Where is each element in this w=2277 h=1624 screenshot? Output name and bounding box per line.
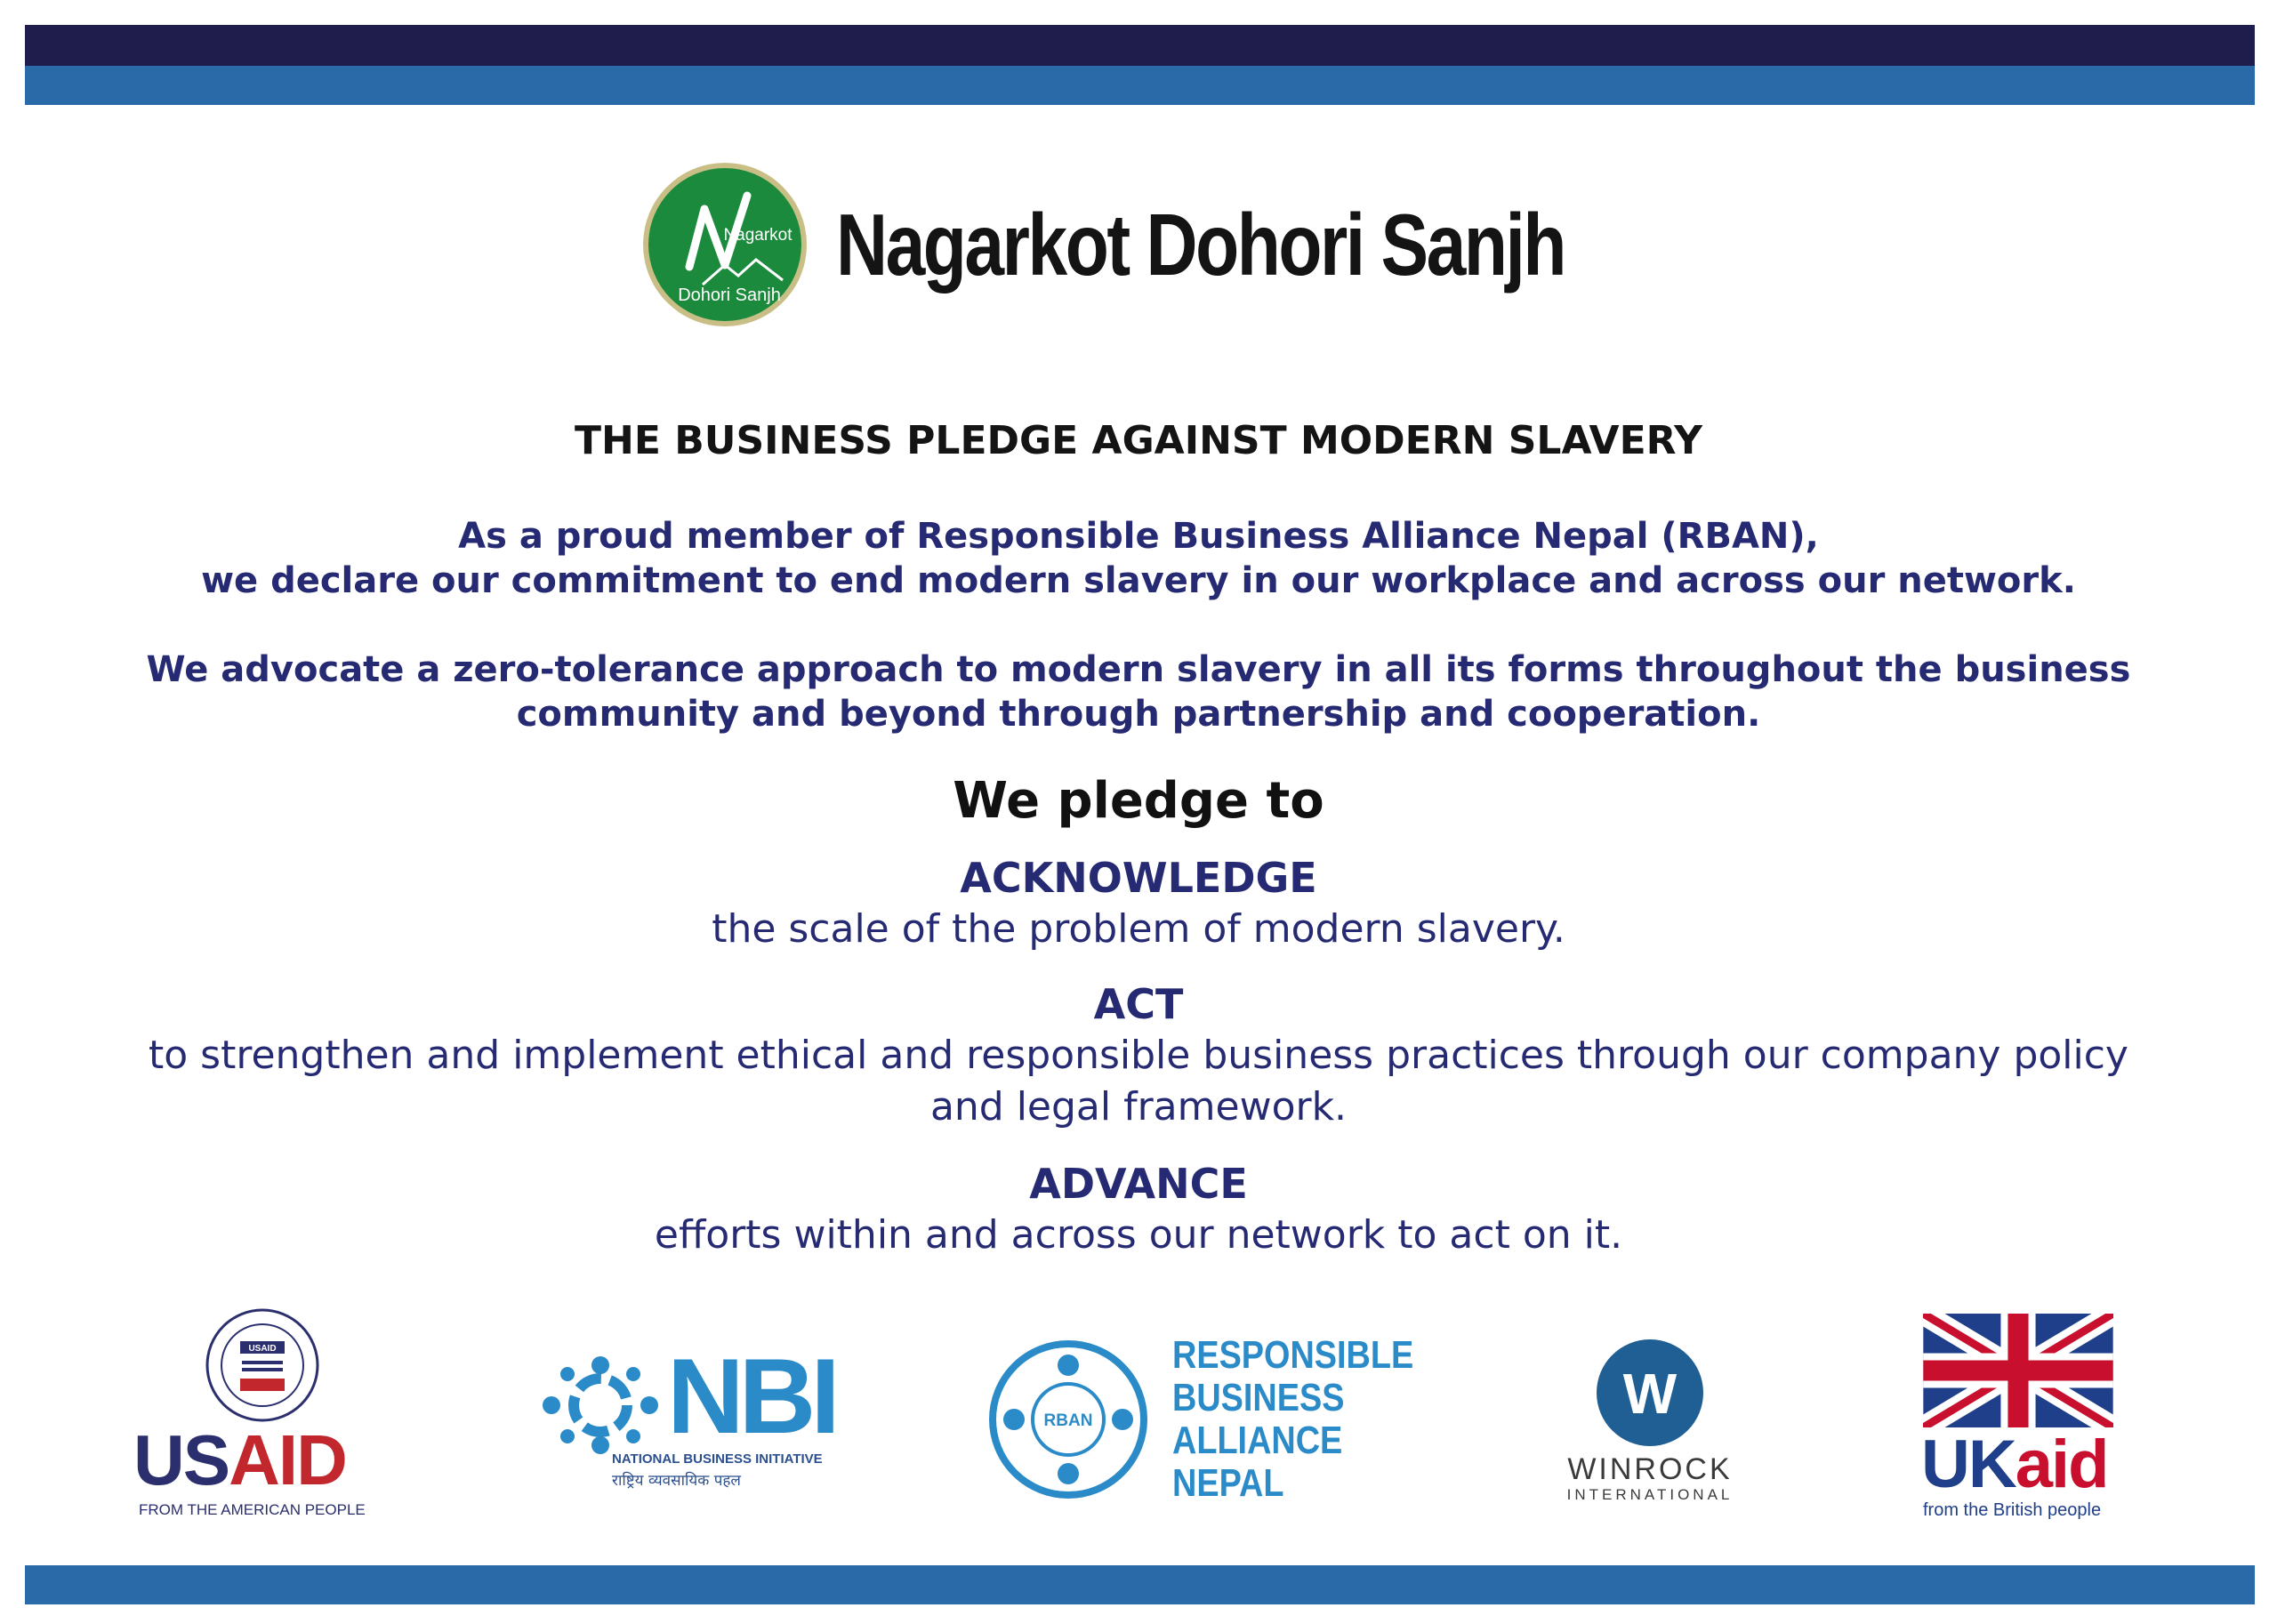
usaid-tagline: FROM THE AMERICAN PEOPLE	[139, 1501, 366, 1518]
winrock-mark: W	[1622, 1362, 1678, 1426]
rban-line: ALLIANCE	[1172, 1419, 1343, 1462]
usaid-aid: AID	[229, 1420, 346, 1499]
top-banner-dark-stripe	[25, 25, 2255, 66]
advocacy-paragraph	[0, 647, 2277, 736]
advocacy-line-2: community and beyond through partnership and cooperation.	[516, 694, 1761, 735]
advocacy-line-1: We advocate a zero-tolerance approach to modern slavery in all its forms throughout the business	[146, 649, 2131, 690]
bottom-banner-blue-stripe	[25, 1565, 2255, 1604]
pledge-keyword-act: ACT	[1093, 980, 1184, 1028]
rban-wordmark	[1172, 1334, 1413, 1505]
rban-logo	[987, 1333, 1414, 1512]
usaid-logo	[133, 1307, 391, 1521]
pledge-text-advance	[0, 1210, 2277, 1261]
nbi-logo	[534, 1337, 836, 1494]
usaid-seal-text: USAID	[248, 1344, 277, 1354]
pledge-title: THE BUSINESS PLEDGE AGAINST MODERN SLAVERY	[575, 418, 1702, 463]
rban-line: NEPAL	[1172, 1461, 1284, 1505]
brand-name: Nagarkot Dohori Sanjh	[836, 195, 1565, 293]
rban-line: BUSINESS	[1172, 1376, 1345, 1419]
nbi-subtitle-en: NATIONAL BUSINESS INITIATIVE	[612, 1451, 823, 1467]
pledge-text-line: to strengthen and implement ethical and responsible business practices through our company policy	[149, 1033, 2128, 1078]
nagarkot-dohori-sanjh-logo-icon	[640, 160, 809, 329]
pledge-keyword-advance: ADVANCE	[1029, 1160, 1248, 1208]
usaid-wordmark	[133, 1420, 346, 1499]
rban-badge-text: RBAN	[1043, 1411, 1093, 1430]
pledge-text-act	[0, 1030, 2277, 1133]
union-jack-flag-icon	[1923, 1314, 2113, 1427]
logo-line2: Dohori Sanjh	[678, 285, 781, 305]
logo-line1: Nagarkot	[723, 226, 793, 245]
pledge-text-acknowledge	[0, 904, 2277, 955]
rban-circle-icon	[987, 1339, 1149, 1500]
ukaid-wordmark	[1921, 1427, 2108, 1502]
ukaid-aid: aid	[2015, 1427, 2108, 1502]
intro-paragraph	[0, 514, 2277, 603]
pledge-text-line: efforts within and across our network to act on it.	[654, 1212, 1623, 1258]
top-banner-blue-stripe	[25, 66, 2255, 105]
nbi-wordmark: NBI	[667, 1337, 835, 1456]
pledge-text-line: and legal framework.	[929, 1084, 1348, 1130]
winrock-w-icon	[1596, 1339, 1704, 1447]
intro-line-1: As a proud member of Responsible Business Alliance Nepal (RBAN),	[458, 516, 1819, 557]
ukaid-logo	[1921, 1312, 2126, 1525]
pledge-heading: We pledge to	[953, 772, 1324, 830]
rban-line: RESPONSIBLE	[1172, 1333, 1414, 1377]
winrock-logo	[1557, 1339, 1743, 1507]
winrock-name: WINROCK	[1567, 1452, 1733, 1486]
intro-line-2: we declare our commitment to end modern slavery in our workplace and across our network.	[201, 560, 2076, 601]
ukaid-uk: UK	[1921, 1427, 2016, 1502]
ukaid-tagline: from the British people	[1923, 1500, 2102, 1520]
usaid-seal-icon	[205, 1307, 320, 1423]
pledge-text-line: the scale of the problem of modern slavery.	[712, 906, 1565, 952]
nbi-people-icon	[534, 1352, 667, 1459]
pledge-keyword-acknowledge: ACKNOWLEDGE	[960, 854, 1317, 902]
usaid-us: US	[133, 1420, 229, 1499]
nbi-subtitle-ne: राष्ट्रिय व्यवसायिक पहल	[612, 1472, 741, 1490]
winrock-subtitle: INTERNATIONAL	[1566, 1486, 1734, 1503]
brand-header	[0, 160, 2277, 329]
